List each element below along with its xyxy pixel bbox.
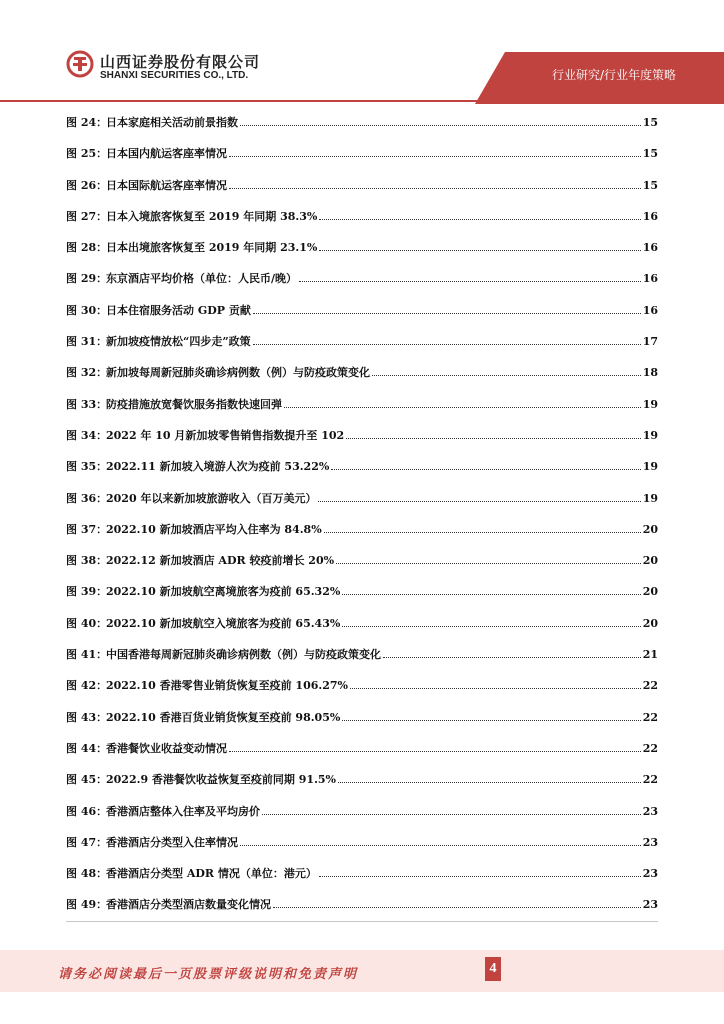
toc-entry-label: 图 45：: [66, 773, 108, 787]
toc-entry[interactable]: [66, 737, 658, 768]
toc-leader-dots: [262, 813, 641, 815]
toc-entry[interactable]: [66, 267, 658, 298]
toc-entry[interactable]: [66, 768, 658, 799]
toc-leader-dots: [372, 374, 641, 376]
toc-leader-dots: [338, 781, 641, 783]
toc-entry-label: 图 26：: [66, 178, 108, 192]
toc-entry-page: 22: [642, 679, 658, 693]
toc-entry-page: 15: [642, 116, 658, 129]
company-name-cn: 山西证券股份有限公司: [100, 53, 261, 71]
toc-leader-dots: [253, 312, 641, 314]
toc-entry[interactable]: [66, 174, 658, 205]
toc-entry-label: 图 41：: [66, 648, 108, 662]
report-type-label: 行业研究/行业年度策略: [551, 68, 676, 82]
toc-entry-label: 图 31：: [66, 335, 108, 349]
toc-entry-title: 2022.11 新加坡入境游人次为疫前 53.22%: [106, 460, 330, 474]
toc-leader-dots: [318, 500, 640, 502]
toc-leader-dots: [229, 187, 641, 189]
toc-entry-label: 图 32：: [66, 366, 108, 380]
toc-leader-dots: [331, 468, 640, 470]
toc-entry-page: 15: [642, 178, 658, 192]
toc-entry-page: 20: [642, 585, 658, 599]
toc-entry-label: 图 27：: [66, 209, 108, 223]
toc-entry-title: 2022.10 新加坡酒店平均入住率为 84.8%: [106, 522, 322, 536]
toc-entry[interactable]: [66, 800, 658, 831]
toc-entry-title: 日本入境旅客恢复至 2019 年同期 38.3%: [106, 209, 318, 223]
toc-entry-label: 图 47：: [66, 835, 108, 849]
toc-leader-dots: [383, 656, 641, 658]
toc-entry-label: 图 33：: [66, 397, 108, 411]
toc-entry[interactable]: [66, 455, 658, 486]
toc-leader-dots: [240, 124, 641, 126]
toc-entry[interactable]: [66, 361, 658, 392]
toc-leader-dots: [346, 437, 640, 439]
toc-entry-label: 图 37：: [66, 522, 108, 536]
toc-entry[interactable]: [66, 236, 658, 267]
toc-entry[interactable]: [66, 580, 658, 611]
toc-leader-dots: [229, 155, 641, 157]
toc-entry-title: 香港酒店分类型 ADR 情况（单位：港元）: [106, 867, 317, 881]
toc-entry-page: 23: [642, 804, 658, 818]
toc-entry-label: 图 25：: [66, 147, 108, 161]
toc-leader-dots: [229, 750, 641, 752]
toc-leader-dots: [299, 280, 641, 282]
toc-leader-dots: [324, 531, 641, 533]
toc-entry[interactable]: [66, 424, 658, 455]
footer-divider: [66, 921, 658, 922]
toc-entry[interactable]: [66, 831, 658, 862]
toc-entry-title: 日本家庭相关活动前景指数: [106, 116, 238, 129]
toc-leader-dots: [319, 218, 640, 220]
toc-entry-page: 20: [642, 522, 658, 536]
toc-leader-dots: [342, 593, 640, 595]
toc-entry-title: 日本国际航运客座率情况: [106, 178, 227, 192]
toc-entry-title: 日本出境旅客恢复至 2019 年同期 23.1%: [106, 241, 318, 255]
toc-entry-label: 图 36：: [66, 491, 108, 505]
toc-entry-title: 2022.9 香港餐饮收益恢复至疫前同期 91.5%: [106, 773, 336, 787]
toc-entry-title: 香港酒店整体入住率及平均房价: [106, 804, 260, 818]
company-name-en: SHANXI SECURITIES CO., LTD.: [100, 70, 249, 81]
toc-entry-page: 19: [642, 428, 658, 442]
toc-entry-page: 19: [642, 397, 658, 411]
toc-entry-label: 图 38：: [66, 554, 108, 568]
toc-entry-title: 2022 年 10 月新加坡零售销售指数提升至 102: [106, 428, 345, 442]
toc-entry-title: 2020 年以来新加坡旅游收入（百万美元）: [106, 491, 317, 505]
toc-entry[interactable]: [66, 549, 658, 580]
toc-entry-page: 22: [642, 710, 658, 724]
toc-entry-label: 图 43：: [66, 710, 108, 724]
toc-entry-page: 16: [642, 209, 658, 223]
toc-entry-page: 19: [642, 491, 658, 505]
toc-entry-page: 21: [642, 648, 658, 662]
toc-entry-label: 图 46：: [66, 804, 108, 818]
toc-entry-title: 2022.12 新加坡酒店 ADR 较疫前增长 20%: [106, 554, 335, 568]
toc-entry-label: 图 35：: [66, 460, 108, 474]
toc-entry[interactable]: [66, 643, 658, 674]
toc-entry-title: 2022.10 香港零售业销货恢复至疫前 106.27%: [106, 679, 348, 693]
toc-entry[interactable]: [66, 612, 658, 643]
toc-entry-page: 22: [642, 741, 658, 755]
toc-entry-label: 图 42：: [66, 679, 108, 693]
toc-entry-label: 图 39：: [66, 585, 108, 599]
shanxi-securities-logo-icon: [66, 50, 94, 78]
toc-entry-label: 图 30：: [66, 303, 108, 317]
toc-entry-page: 15: [642, 147, 658, 161]
toc-entry-page: 23: [642, 835, 658, 849]
toc-entry-page: 17: [642, 335, 658, 349]
toc-entry[interactable]: [66, 487, 658, 518]
toc-entry-title: 防疫措施放宽餐饮服务指数快速回弹: [106, 397, 282, 411]
toc-entry[interactable]: [66, 330, 658, 361]
toc-entry-title: 2022.10 香港百货业销货恢复至疫前 98.05%: [106, 710, 341, 724]
toc-leader-dots: [240, 844, 641, 846]
toc-entry[interactable]: [66, 111, 658, 142]
disclaimer-text[interactable]: 请务必阅读最后一页股票评级说明和免责声明: [58, 967, 359, 982]
toc-entry-title: 2022.10 新加坡航空离境旅客为疫前 65.32%: [106, 585, 341, 599]
toc-entry-page: 16: [642, 272, 658, 286]
toc-entry-title: 2022.10 新加坡航空入境旅客为疫前 65.43%: [106, 616, 341, 630]
toc-entry[interactable]: [66, 706, 658, 737]
toc-entry-label: 图 29：: [66, 272, 108, 286]
toc-leader-dots: [350, 687, 641, 689]
toc-leader-dots: [319, 875, 641, 877]
toc-entry-page: 23: [642, 867, 658, 881]
toc-entry-page: 22: [642, 773, 658, 787]
toc-leader-dots: [253, 343, 641, 345]
toc-leader-dots: [284, 406, 641, 408]
toc-entry-label: 图 34：: [66, 428, 108, 442]
toc-entry[interactable]: [66, 142, 658, 173]
toc-entry-page: 20: [642, 554, 658, 568]
toc-leader-dots: [342, 719, 640, 721]
toc-leader-dots: [336, 562, 641, 564]
toc-entry-page: 16: [642, 241, 658, 255]
toc-entry-page: 16: [642, 303, 658, 317]
toc-entry-title: 日本国内航运客座率情况: [106, 147, 227, 161]
toc-entry-page: 23: [642, 898, 658, 912]
toc-entry-title: 东京酒店平均价格（单位：人民币/晚）: [106, 272, 298, 286]
toc-leader-dots: [342, 625, 640, 627]
toc-entry-label: 图 48：: [66, 867, 108, 881]
toc-entry[interactable]: [66, 393, 658, 424]
figure-list: [66, 111, 658, 925]
toc-entry-label: 图 28：: [66, 241, 108, 255]
toc-entry[interactable]: [66, 518, 658, 549]
toc-entry-title: 新加坡疫情放松“四步走”政策: [106, 335, 251, 349]
toc-entry-label: 图 49：: [66, 898, 108, 912]
toc-entry[interactable]: [66, 674, 658, 705]
toc-entry-title: 新加坡每周新冠肺炎确诊病例数（例）与防疫政策变化: [106, 366, 370, 380]
toc-entry-page: 19: [642, 460, 658, 474]
toc-leader-dots: [319, 249, 640, 251]
toc-entry-title: 香港酒店分类型入住率情况: [106, 835, 238, 849]
toc-entry-page: 18: [642, 366, 658, 380]
toc-entry-title: 香港酒店分类型酒店数量变化情况: [106, 898, 271, 912]
toc-entry-title: 中国香港每周新冠肺炎确诊病例数（例）与防疫政策变化: [106, 648, 381, 662]
toc-leader-dots: [273, 906, 641, 908]
toc-entry[interactable]: [66, 299, 658, 330]
toc-entry-page: 20: [642, 616, 658, 630]
toc-entry-title: 日本住宿服务活动 GDP 贡献: [106, 303, 251, 317]
toc-entry[interactable]: [66, 205, 658, 236]
toc-entry-label: 图 24：: [66, 116, 108, 129]
toc-entry-title: 香港餐饮业收益变动情况: [106, 741, 227, 755]
page-number: 4: [485, 957, 501, 981]
toc-entry[interactable]: [66, 862, 658, 893]
page-header: [0, 0, 724, 104]
toc-entry-label: 图 44：: [66, 741, 108, 755]
toc-entry-label: 图 40：: [66, 616, 108, 630]
